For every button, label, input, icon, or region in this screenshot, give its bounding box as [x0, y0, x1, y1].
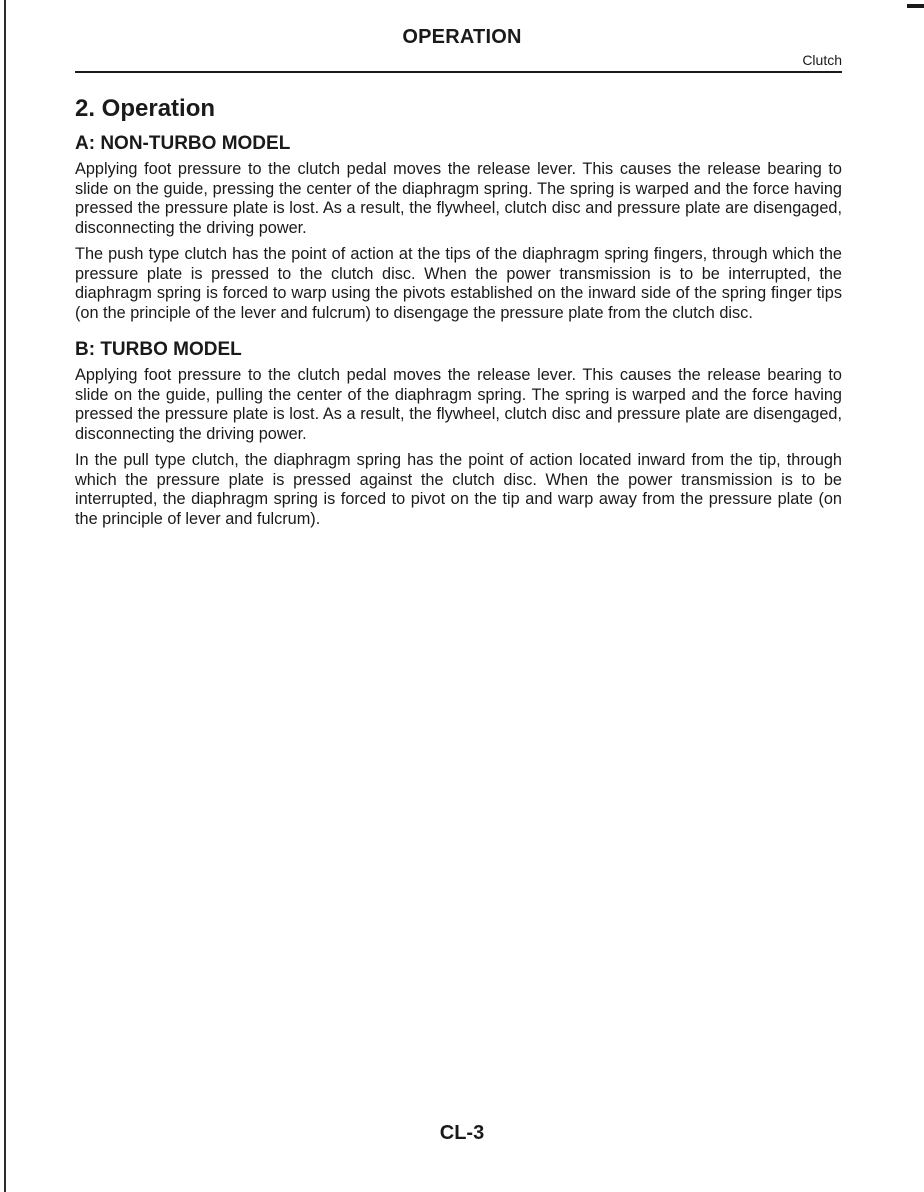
section-heading: B: TURBO MODEL — [75, 339, 242, 360]
section-turbo — [75, 337, 842, 529]
main-content — [75, 93, 842, 536]
scan-border-line — [4, 0, 6, 1192]
paragraph: Applying foot pressure to the clutch pedal moves the release lever. This causes the release bearing to slide on the guide, pressing the center of the diaphragm spring. The spring is warped and the force having pressed the pressure plate is lost. As a result, the flywheel, clutch disc and pressure plate are disengaged, disconnecting the driving power. — [75, 160, 842, 237]
page-heading: 2. Operation — [75, 95, 216, 122]
corner-registration-mark — [907, 4, 924, 8]
section-non-turbo — [75, 131, 842, 323]
paragraph: In the pull type clutch, the diaphragm spring has the point of action located inward from the tip, through which the pressure plate is pressed against the clutch disc. When the power transmission is to be interrupted, the diaphragm spring is forced to pivot on the tip and warp away from the pressure plate (on the principle of lever and fulcrum). — [75, 451, 842, 528]
paragraph: The push type clutch has the point of action at the tips of the diaphragm spring fingers, through which the pressure plate is pressed to the clutch disc. When the power transmission is to be interrupted, the diaphragm spring is forced to warp using the pivots established on the inward side of the spring finger tips (on the principle of the lever and fulcrum) to disengage the pressure plate from the clutch disc. — [75, 245, 842, 322]
page-header-title: OPERATION — [402, 26, 522, 48]
paragraph: Applying foot pressure to the clutch pedal moves the release lever. This causes the release bearing to slide on the guide, pulling the center of the diaphragm spring. The spring is warped and the force having pressed the pressure plate is lost. As a result, the flywheel, clutch disc and pressure plate are disengaged, disconnecting the driving power. — [75, 366, 842, 443]
page-header-section: Clutch — [802, 52, 842, 68]
header-divider — [75, 71, 842, 73]
page-number: CL-3 — [439, 1122, 485, 1144]
section-heading: A: NON-TURBO MODEL — [75, 133, 291, 154]
